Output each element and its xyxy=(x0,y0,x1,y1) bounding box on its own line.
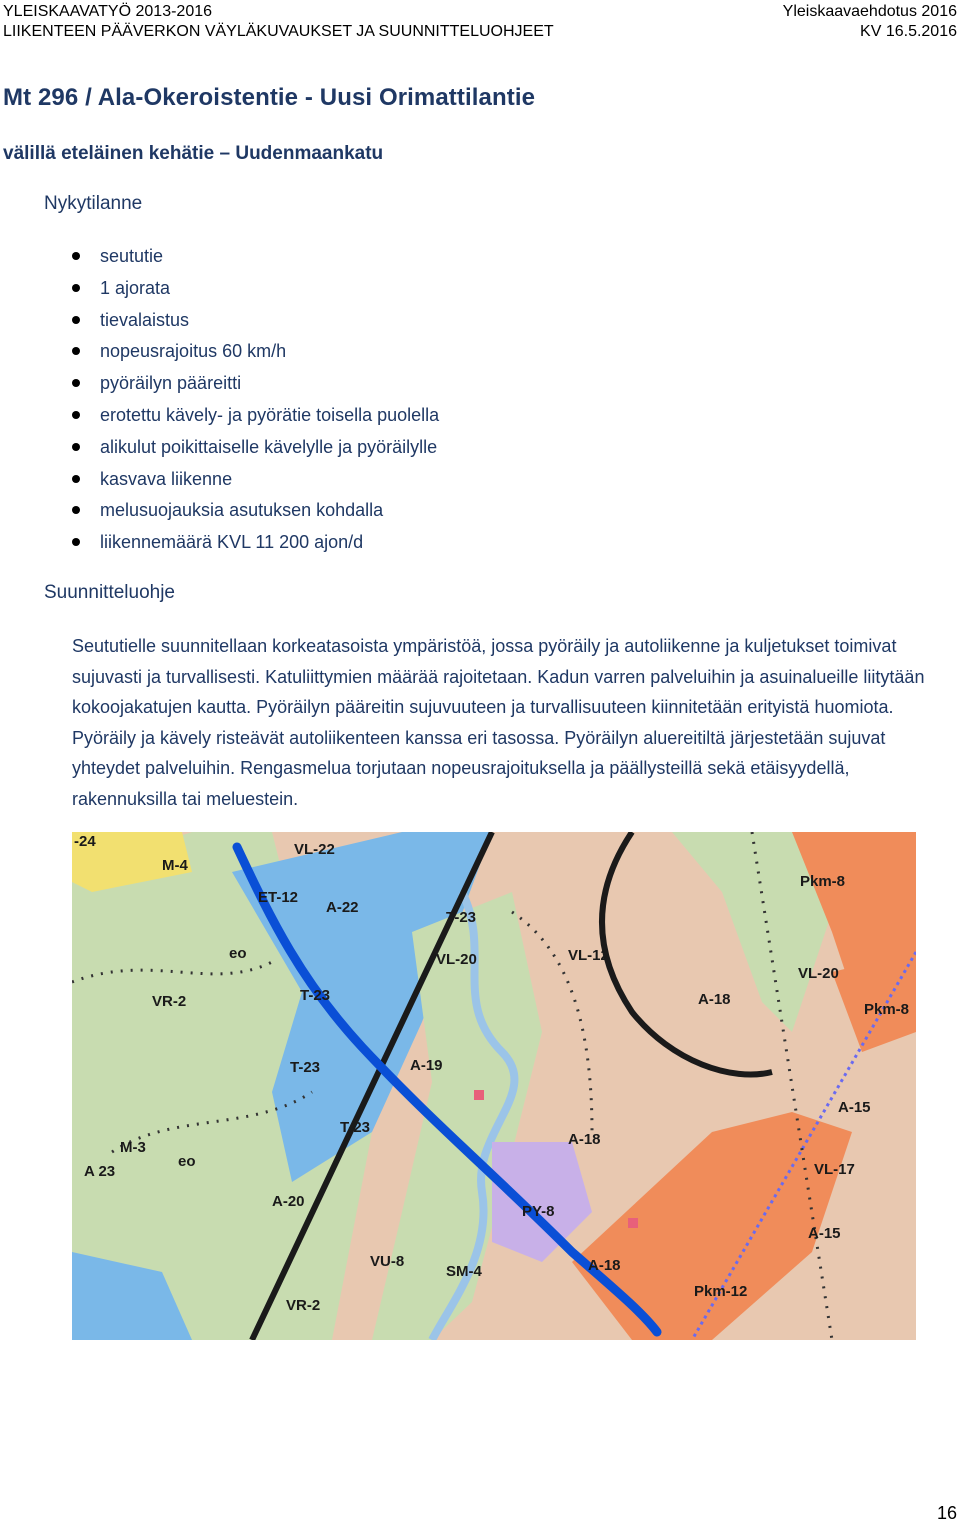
zoning-map xyxy=(72,832,916,1340)
map-label: A-15 xyxy=(808,1225,841,1242)
page-title: Mt 296 / Ala-Okeroistentie - Uusi Orimattilantie xyxy=(3,84,536,111)
map-label: VR-2 xyxy=(286,1297,321,1314)
list-item-text: tievalaistus xyxy=(100,309,190,330)
guide-paragraph: Seututielle suunnitellaan korkeatasoista ympäristöä, jossa pyöräily ja autoliikenne ja kuljetukset toimivat sujuvasti ja turvallisesti. Katuliittymien määrää rajoitetaan. Kadun varren palveluihin ja asuinalueille liitytään kokoojakatujen kautta. Pyöräilyn pääreitin sujuvuuteen ja turvallisuuteen kiinnitetään erityistä huomiota. Pyöräily ja kävely risteävät autoliikenteen kanssa eri tasossa. Pyöräilyn aluereitiltä järjestetään sujuvat yhteydet palveluihin. Rengasmelua torjutaan nopeusrajoituksella ja päällysteillä sekä etäisyydellä, rakennuksilla tai meluestein. xyxy=(72,636,925,809)
bullet-icon xyxy=(72,475,80,483)
list-item xyxy=(70,276,439,308)
map-label: T-23 xyxy=(340,1119,371,1136)
map-label: VL-20 xyxy=(436,951,477,968)
list-item xyxy=(70,530,439,562)
list-item-text: erotettu kävely- ja pyörätie toisella puolella xyxy=(100,404,440,425)
map-label: T-23 xyxy=(290,1059,321,1076)
map-label: M-3 xyxy=(120,1139,146,1156)
bullet-icon xyxy=(72,443,80,451)
list-item-text: nopeusrajoitus 60 km/h xyxy=(100,341,287,362)
page-number: 16 xyxy=(936,1503,957,1523)
map-label: Pkm-12 xyxy=(694,1283,748,1300)
map-label: eo xyxy=(178,1153,196,1170)
list-item-text: liikennemäärä KVL 11 200 ajon/d xyxy=(100,532,364,553)
service-marker xyxy=(474,1090,484,1100)
header-left xyxy=(3,2,554,42)
map-label: A-15 xyxy=(838,1099,871,1116)
list-item-text: pyöräilyn pääreitti xyxy=(100,373,242,394)
list-item xyxy=(70,498,439,530)
current-list xyxy=(70,244,439,562)
bullet-icon xyxy=(72,347,80,355)
header-phase: Yleiskaavaehdotus 2016 xyxy=(782,3,957,20)
map-label: T-23 xyxy=(300,987,331,1004)
map-label: A 23 xyxy=(84,1163,116,1180)
header-project: YLEISKAAVATYÖ 2013-2016 xyxy=(3,3,213,20)
map-label: M-4 xyxy=(162,857,188,874)
header-document: LIIKENTEEN PÄÄVERKON VÄYLÄKUVAUKSET JA SUUNNITTELUOHJEET xyxy=(3,23,554,40)
guide-heading: Suunnitteluohje xyxy=(44,582,175,603)
list-item-text: kasvava liikenne xyxy=(100,468,233,489)
list-item xyxy=(70,371,439,403)
bullet-icon xyxy=(72,506,80,514)
map-label: eo xyxy=(229,945,247,962)
map-label: T-23 xyxy=(446,909,477,926)
map-label: A-19 xyxy=(410,1057,443,1074)
map-label: -24 xyxy=(74,833,96,850)
list-item-text: seututie xyxy=(100,246,164,266)
list-item xyxy=(70,339,439,371)
list-item xyxy=(70,308,439,340)
map-label: Pkm-8 xyxy=(800,873,846,890)
map-label: A-18 xyxy=(698,991,731,1008)
map-label: VL-22 xyxy=(294,841,335,858)
zoning-map-drawing xyxy=(72,832,916,1340)
list-item-text: alikulut poikittaiselle kävelylle ja pyöräilylle xyxy=(100,436,438,457)
page-subtitle: välillä eteläinen kehätie – Uudenmaankatu xyxy=(3,143,384,164)
map-label: A-18 xyxy=(568,1131,601,1148)
current-heading: Nykytilanne xyxy=(44,193,143,214)
map-label: PY-8 xyxy=(522,1203,555,1220)
bullet-icon xyxy=(72,316,80,324)
map-label: VL-20 xyxy=(798,965,839,982)
map-label: A-22 xyxy=(326,899,359,916)
map-label: VL-17 xyxy=(814,1161,855,1178)
map-label: A-18 xyxy=(588,1257,621,1274)
map-label: VL-12 xyxy=(568,947,609,964)
bullet-icon xyxy=(72,411,80,419)
map-label: A-20 xyxy=(272,1193,305,1210)
bullet-icon xyxy=(72,538,80,546)
list-item xyxy=(70,435,439,467)
map-label: VU-8 xyxy=(370,1253,405,1270)
list-item xyxy=(70,244,439,276)
map-label: Pkm-8 xyxy=(864,1001,910,1018)
bullet-icon xyxy=(72,379,80,387)
bullet-icon xyxy=(72,284,80,292)
header-date: KV 16.5.2016 xyxy=(860,23,957,40)
service-marker xyxy=(628,1218,638,1228)
bullet-icon xyxy=(72,252,80,260)
list-item-text: 1 ajorata xyxy=(100,277,171,298)
map-label: ET-12 xyxy=(258,889,299,906)
list-item xyxy=(70,467,439,499)
header-right xyxy=(783,2,957,42)
map-label: VR-2 xyxy=(152,993,187,1010)
list-item-text: melusuojauksia asutuksen kohdalla xyxy=(100,500,384,521)
list-item xyxy=(70,403,439,435)
map-label: SM-4 xyxy=(446,1263,482,1280)
